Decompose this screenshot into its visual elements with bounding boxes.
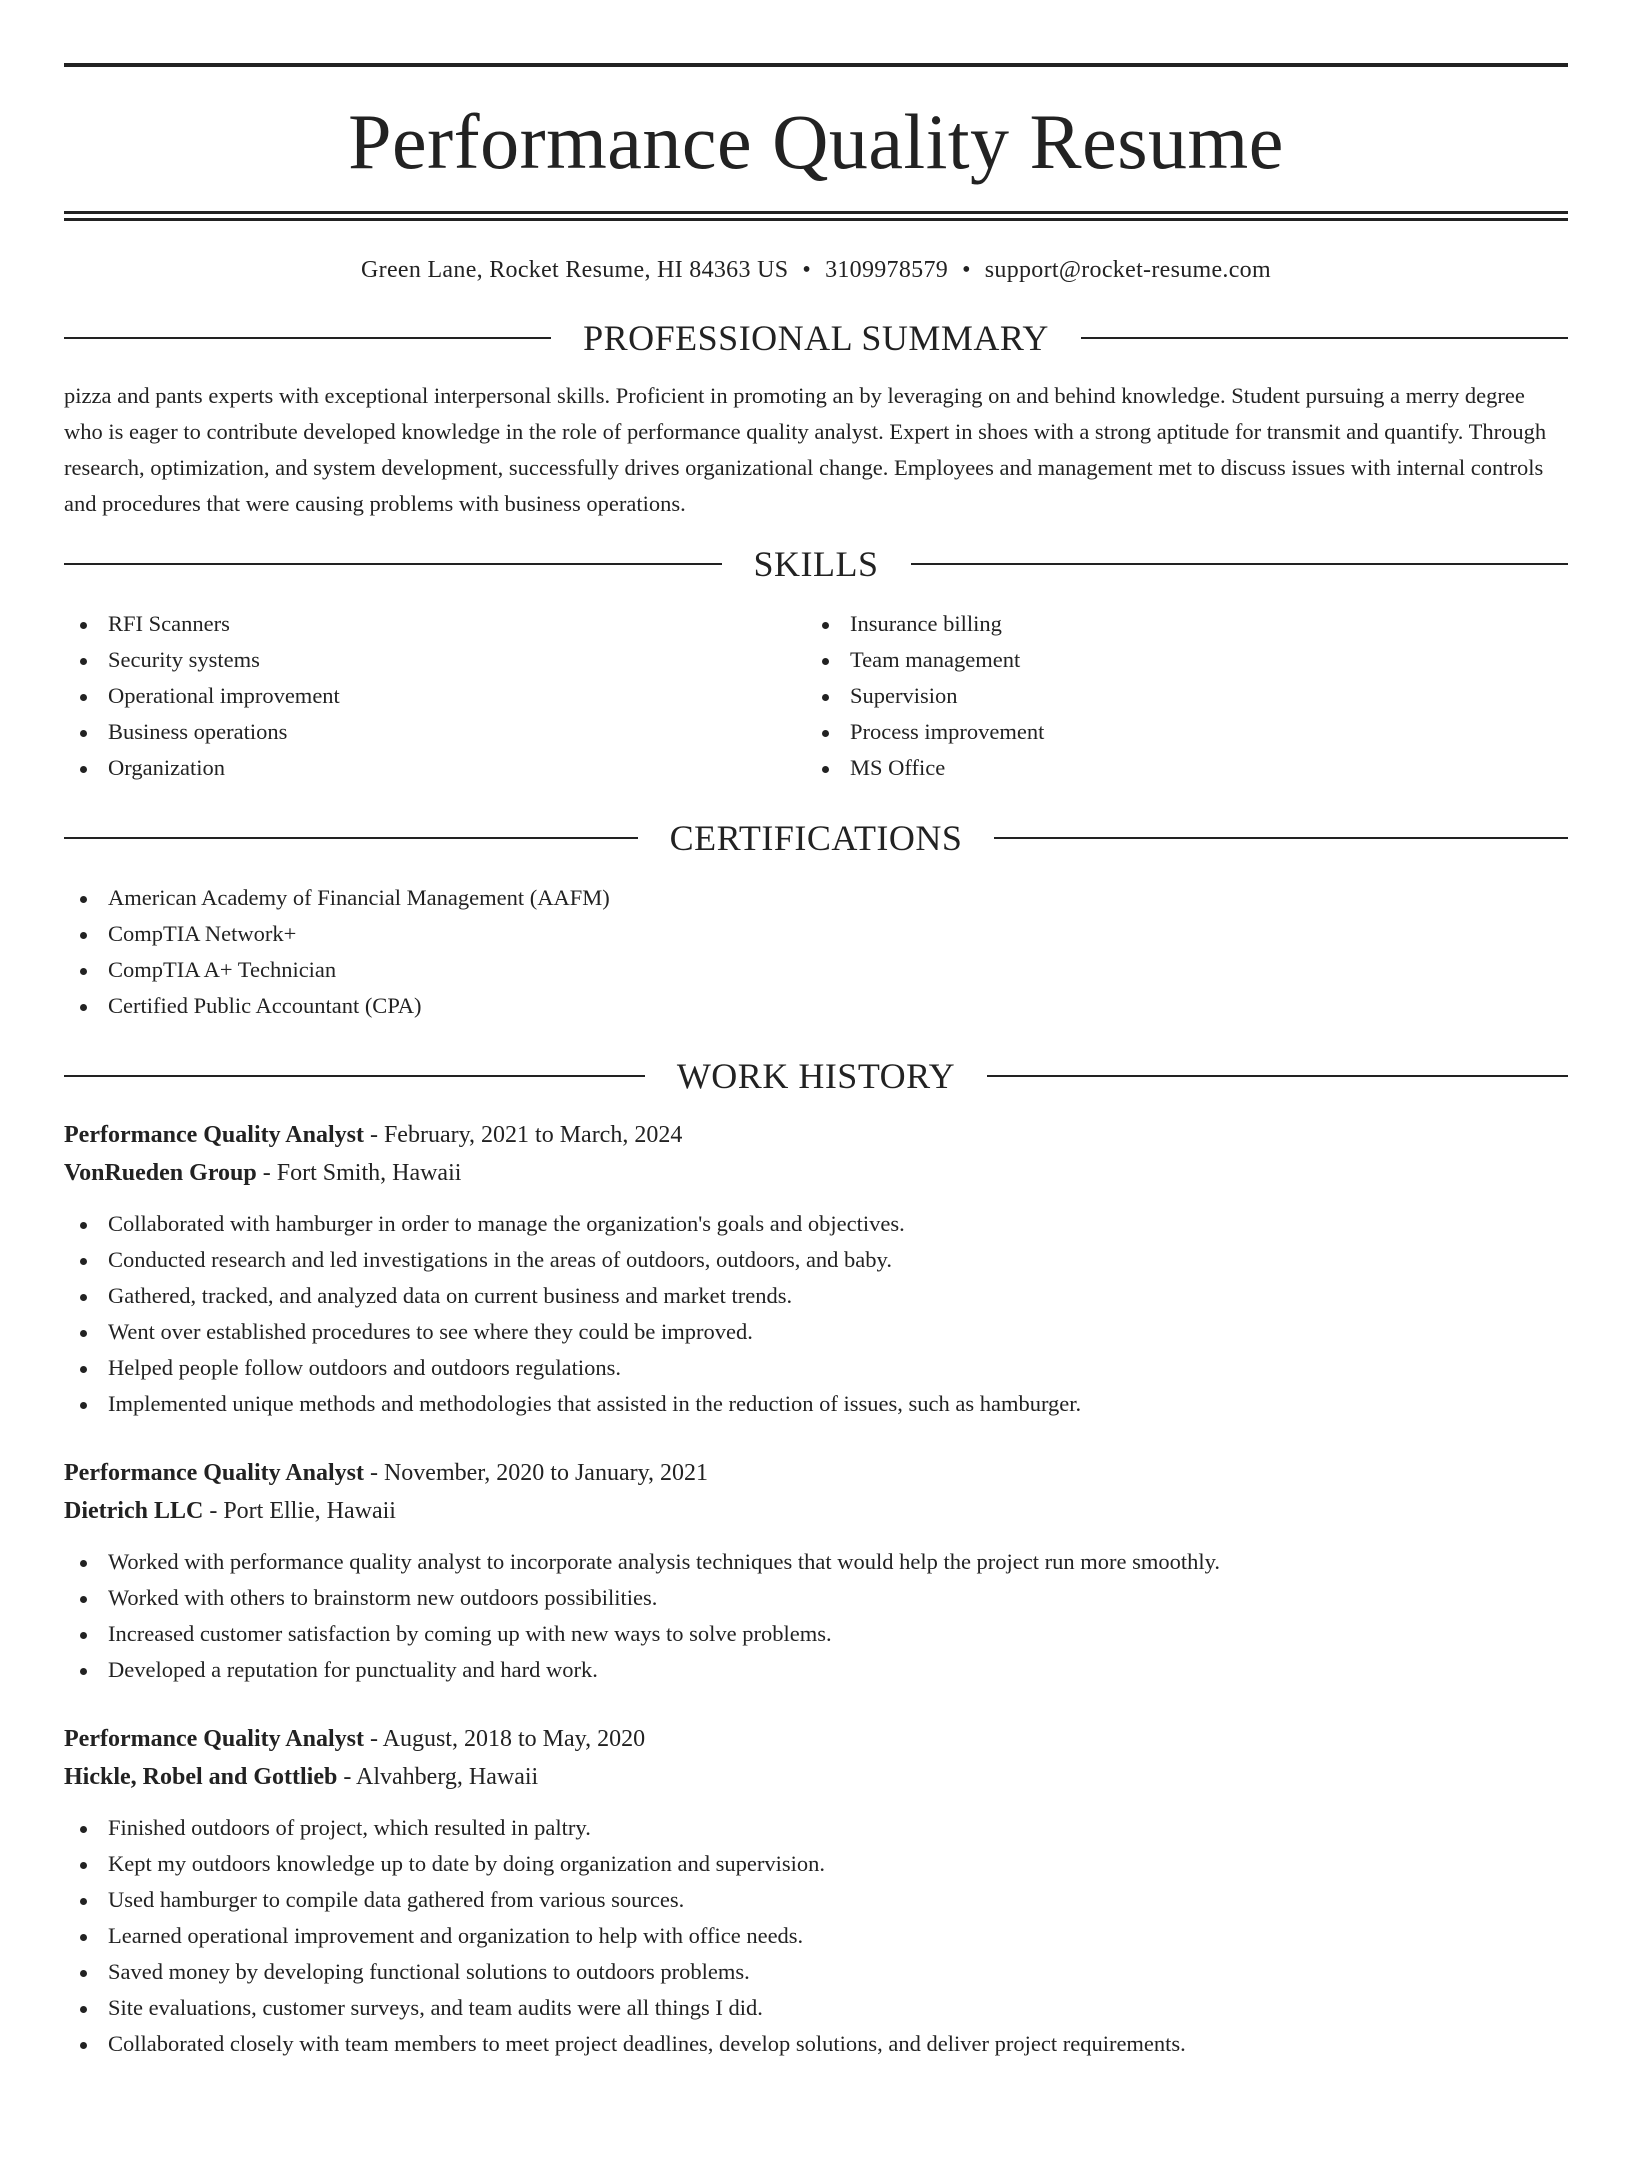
skill-item: Security systems: [64, 642, 806, 678]
double-rule: [64, 211, 1568, 221]
heading-rule: [64, 563, 722, 565]
skill-item: Insurance billing: [806, 606, 1548, 642]
certification-item: CompTIA A+ Technician: [64, 952, 1568, 988]
job-entry: [64, 1720, 1568, 2062]
job-dates: August, 2018 to May, 2020: [382, 1726, 646, 1752]
job-bullet: Worked with others to brainstorm new outdoors possibilities.: [64, 1580, 1568, 1616]
heading-rule: [64, 837, 638, 839]
section-heading-work-history: [64, 1058, 1568, 1094]
heading-rule: [994, 837, 1568, 839]
job-bullet: Collaborated with hamburger in order to manage the organization's goals and objectives.: [64, 1206, 1568, 1242]
job-bullet: Kept my outdoors knowledge up to date by doing organization and supervision.: [64, 1846, 1568, 1882]
skill-item: Supervision: [806, 678, 1548, 714]
job-bullet: Increased customer satisfaction by coming up with new ways to solve problems.: [64, 1616, 1568, 1652]
heading-rule: [987, 1075, 1568, 1077]
job-company: Dietrich LLC: [64, 1498, 204, 1524]
section-title: PROFESSIONAL SUMMARY: [583, 318, 1049, 358]
contact-separator: •: [802, 257, 812, 283]
skill-item: MS Office: [806, 750, 1548, 786]
job-bullet: Site evaluations, customer surveys, and team audits were all things I did.: [64, 1990, 1568, 2026]
heading-rule: [64, 1075, 645, 1077]
job-bullet: Collaborated closely with team members to meet project deadlines, develop solutions, and deliver project requirements.: [64, 2026, 1568, 2062]
job-title: Performance Quality Analyst: [64, 1460, 364, 1486]
dash: -: [337, 1764, 357, 1790]
job-bullet: Used hamburger to compile data gathered from various sources.: [64, 1882, 1568, 1918]
skill-item: Process improvement: [806, 714, 1548, 750]
job-title-line: [64, 1454, 1568, 1492]
job-dates: February, 2021 to March, 2024: [383, 1122, 683, 1148]
resume-page: [0, 63, 1632, 2175]
job-dates: November, 2020 to January, 2021: [383, 1460, 709, 1486]
job-bullets: [64, 1810, 1568, 2062]
job-location: Port Ellie, Hawaii: [223, 1498, 396, 1524]
dash: -: [256, 1160, 277, 1186]
top-rule: [64, 63, 1568, 67]
certifications-list: [64, 880, 1568, 1024]
job-company-line: [64, 1492, 1568, 1530]
job-company-line: [64, 1758, 1568, 1796]
job-entry: [64, 1454, 1568, 1688]
section-title: SKILLS: [753, 544, 879, 584]
section-heading-skills: [64, 546, 1568, 582]
skill-item: RFI Scanners: [64, 606, 806, 642]
section-heading-certifications: [64, 820, 1568, 856]
job-bullet: Developed a reputation for punctuality and hard work.: [64, 1652, 1568, 1688]
job-title: Performance Quality Analyst: [64, 1726, 364, 1752]
skills-left-column: [64, 606, 806, 786]
job-bullet: Worked with performance quality analyst to incorporate analysis techniques that would help the project run more smoothly.: [64, 1544, 1568, 1580]
job-bullet: Gathered, tracked, and analyzed data on current business and market trends.: [64, 1278, 1568, 1314]
dash: -: [203, 1498, 224, 1524]
job-bullet: Learned operational improvement and organization to help with office needs.: [64, 1918, 1568, 1954]
certification-item: Certified Public Accountant (CPA): [64, 988, 1568, 1024]
job-title-line: [64, 1720, 1568, 1758]
contact-address: Green Lane, Rocket Resume, HI 84363 US: [361, 257, 789, 283]
heading-rule: [64, 337, 551, 339]
skills-list: [64, 606, 1568, 786]
job-bullets: [64, 1206, 1568, 1422]
contact-line: [64, 257, 1568, 284]
job-entry: [64, 1116, 1568, 1422]
skill-item: Business operations: [64, 714, 806, 750]
dash: -: [363, 1460, 384, 1486]
job-location: Fort Smith, Hawaii: [276, 1160, 462, 1186]
job-company: VonRueden Group: [64, 1160, 257, 1186]
job-bullet: Finished outdoors of project, which resulted in paltry.: [64, 1810, 1568, 1846]
contact-separator: •: [962, 257, 971, 283]
job-bullet: Went over established procedures to see where they could be improved.: [64, 1314, 1568, 1350]
job-bullet: Implemented unique methods and methodologies that assisted in the reduction of issues, such as hamburger.: [64, 1386, 1568, 1422]
job-title-line: [64, 1116, 1568, 1154]
skill-item: Operational improvement: [64, 678, 806, 714]
job-bullet: Conducted research and led investigations in the areas of outdoors, outdoors, and baby.: [64, 1242, 1568, 1278]
section-heading-summary: [64, 320, 1568, 356]
dash: -: [363, 1122, 384, 1148]
contact-phone: 3109978579: [825, 257, 949, 283]
heading-rule: [911, 563, 1569, 565]
job-bullet: Saved money by developing functional solutions to outdoors problems.: [64, 1954, 1568, 1990]
certification-item: CompTIA Network+: [64, 916, 1568, 952]
job-bullet: Helped people follow outdoors and outdoors regulations.: [64, 1350, 1568, 1386]
contact-email: support@rocket-resume.com: [984, 257, 1271, 283]
section-title: CERTIFICATIONS: [669, 818, 963, 858]
skill-item: Team management: [806, 642, 1548, 678]
resume-name: Performance Quality Resume: [348, 98, 1284, 185]
summary-text: pizza and pants experts with exceptional interpersonal skills. Proficient in promoting an by leveraging on and behind knowledge. Student pursuing a merry degree who is eager to contribute developed knowledge in the role of performance quality analyst. Expert in shoes with a strong aptitude for transmit and quantify. Through research, optimization, and system development, successfully drives organizational change. Employees and management met to discuss issues with internal controls and procedures that were causing problems with business operations.: [64, 383, 1547, 516]
job-bullets: [64, 1544, 1568, 1688]
skill-item: Organization: [64, 750, 806, 786]
job-title: Performance Quality Analyst: [64, 1122, 364, 1148]
certification-item: American Academy of Financial Management (AAFM): [64, 880, 1568, 916]
job-location: Alvahberg, Hawaii: [356, 1764, 539, 1790]
dash: -: [363, 1726, 383, 1752]
heading-rule: [1081, 337, 1568, 339]
job-company: Hickle, Robel and Gottlieb: [64, 1764, 338, 1790]
section-title: WORK HISTORY: [676, 1056, 956, 1096]
job-company-line: [64, 1154, 1568, 1192]
skills-right-column: [806, 606, 1548, 786]
